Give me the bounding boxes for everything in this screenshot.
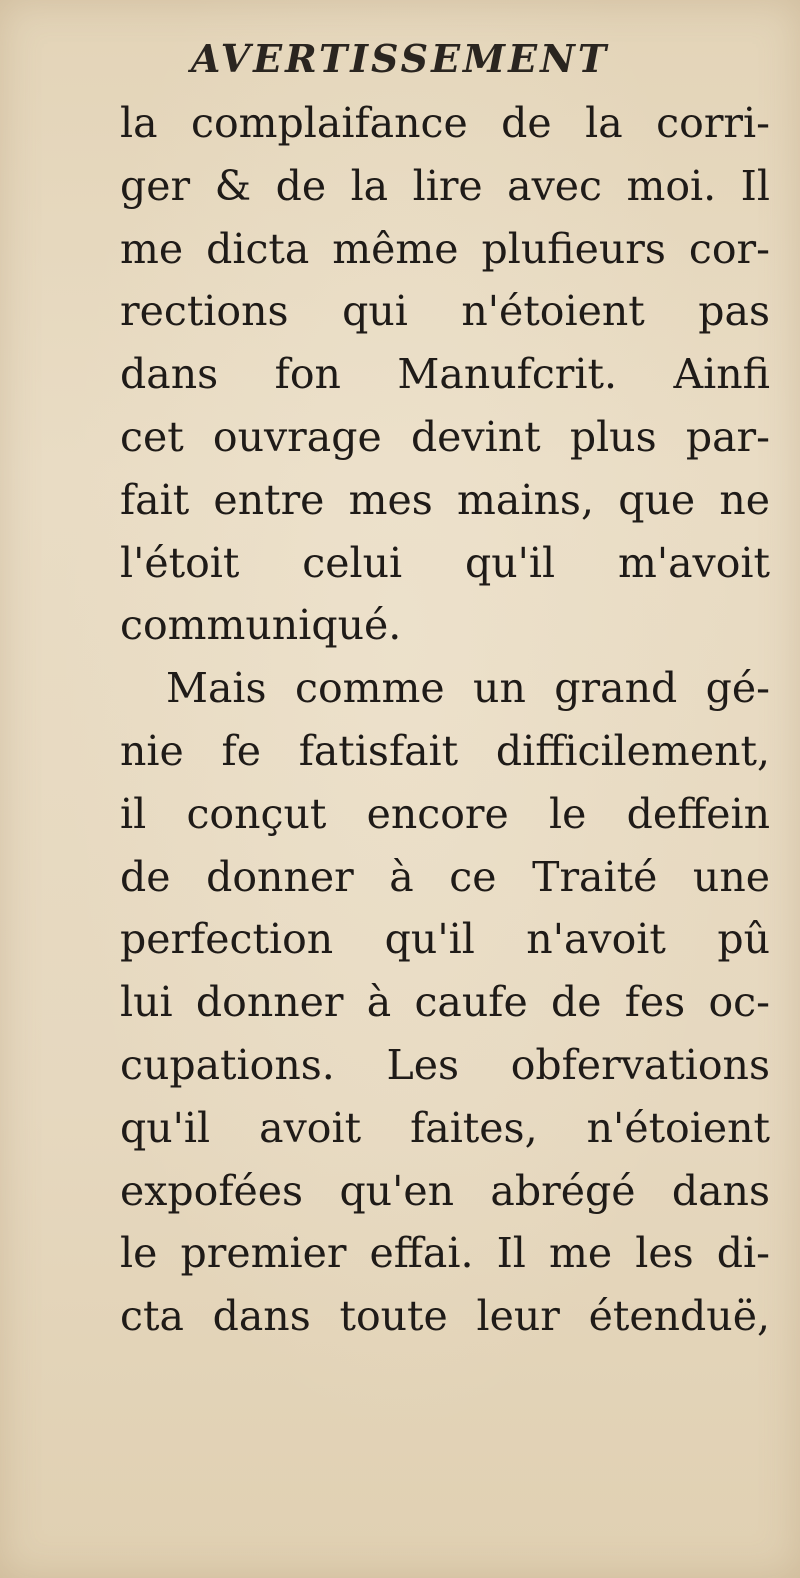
text-line: cet ouvrage devint plus par- bbox=[120, 412, 770, 461]
text-line: me dicta même plufieurs cor- bbox=[120, 224, 770, 273]
text-line: l'étoit celui qu'il m'avoit bbox=[120, 538, 770, 587]
text-line: dans fon Manufcrit. Ainfi bbox=[120, 350, 770, 399]
text-line: la complaifance de la corri- bbox=[120, 99, 770, 147]
text-line: communiqué. bbox=[120, 601, 402, 650]
text-line: perfection qu'il n'avoit pû bbox=[120, 915, 770, 964]
text-line: il conçut encore le deffein bbox=[120, 789, 770, 838]
text-line: rections qui n'étoient pas bbox=[120, 287, 770, 336]
text-line: nie fe fatisfait difficilement, bbox=[120, 726, 770, 775]
text-line: qu'il avoit faites, n'étoient bbox=[120, 1103, 770, 1152]
text-line: fait entre mes mains, que ne bbox=[120, 475, 770, 524]
text-line: lui donner à caufe de fes oc- bbox=[120, 978, 770, 1027]
body-text bbox=[120, 92, 770, 1348]
text-line: ger & de la lire avec moi. Il bbox=[120, 161, 770, 210]
text-line: expofées qu'en abrégé dans bbox=[120, 1166, 770, 1215]
text-line: le premier effai. Il me les di- bbox=[120, 1229, 770, 1278]
text-line: Mais comme un grand gé- bbox=[166, 664, 770, 713]
text-line: cta dans toute leur étenduë, bbox=[120, 1292, 770, 1341]
text-line: cupations. Les obfervations bbox=[120, 1040, 770, 1089]
text-line: de donner à ce Traité une bbox=[120, 852, 770, 901]
running-header: AVERTISSEMENT bbox=[190, 36, 610, 81]
